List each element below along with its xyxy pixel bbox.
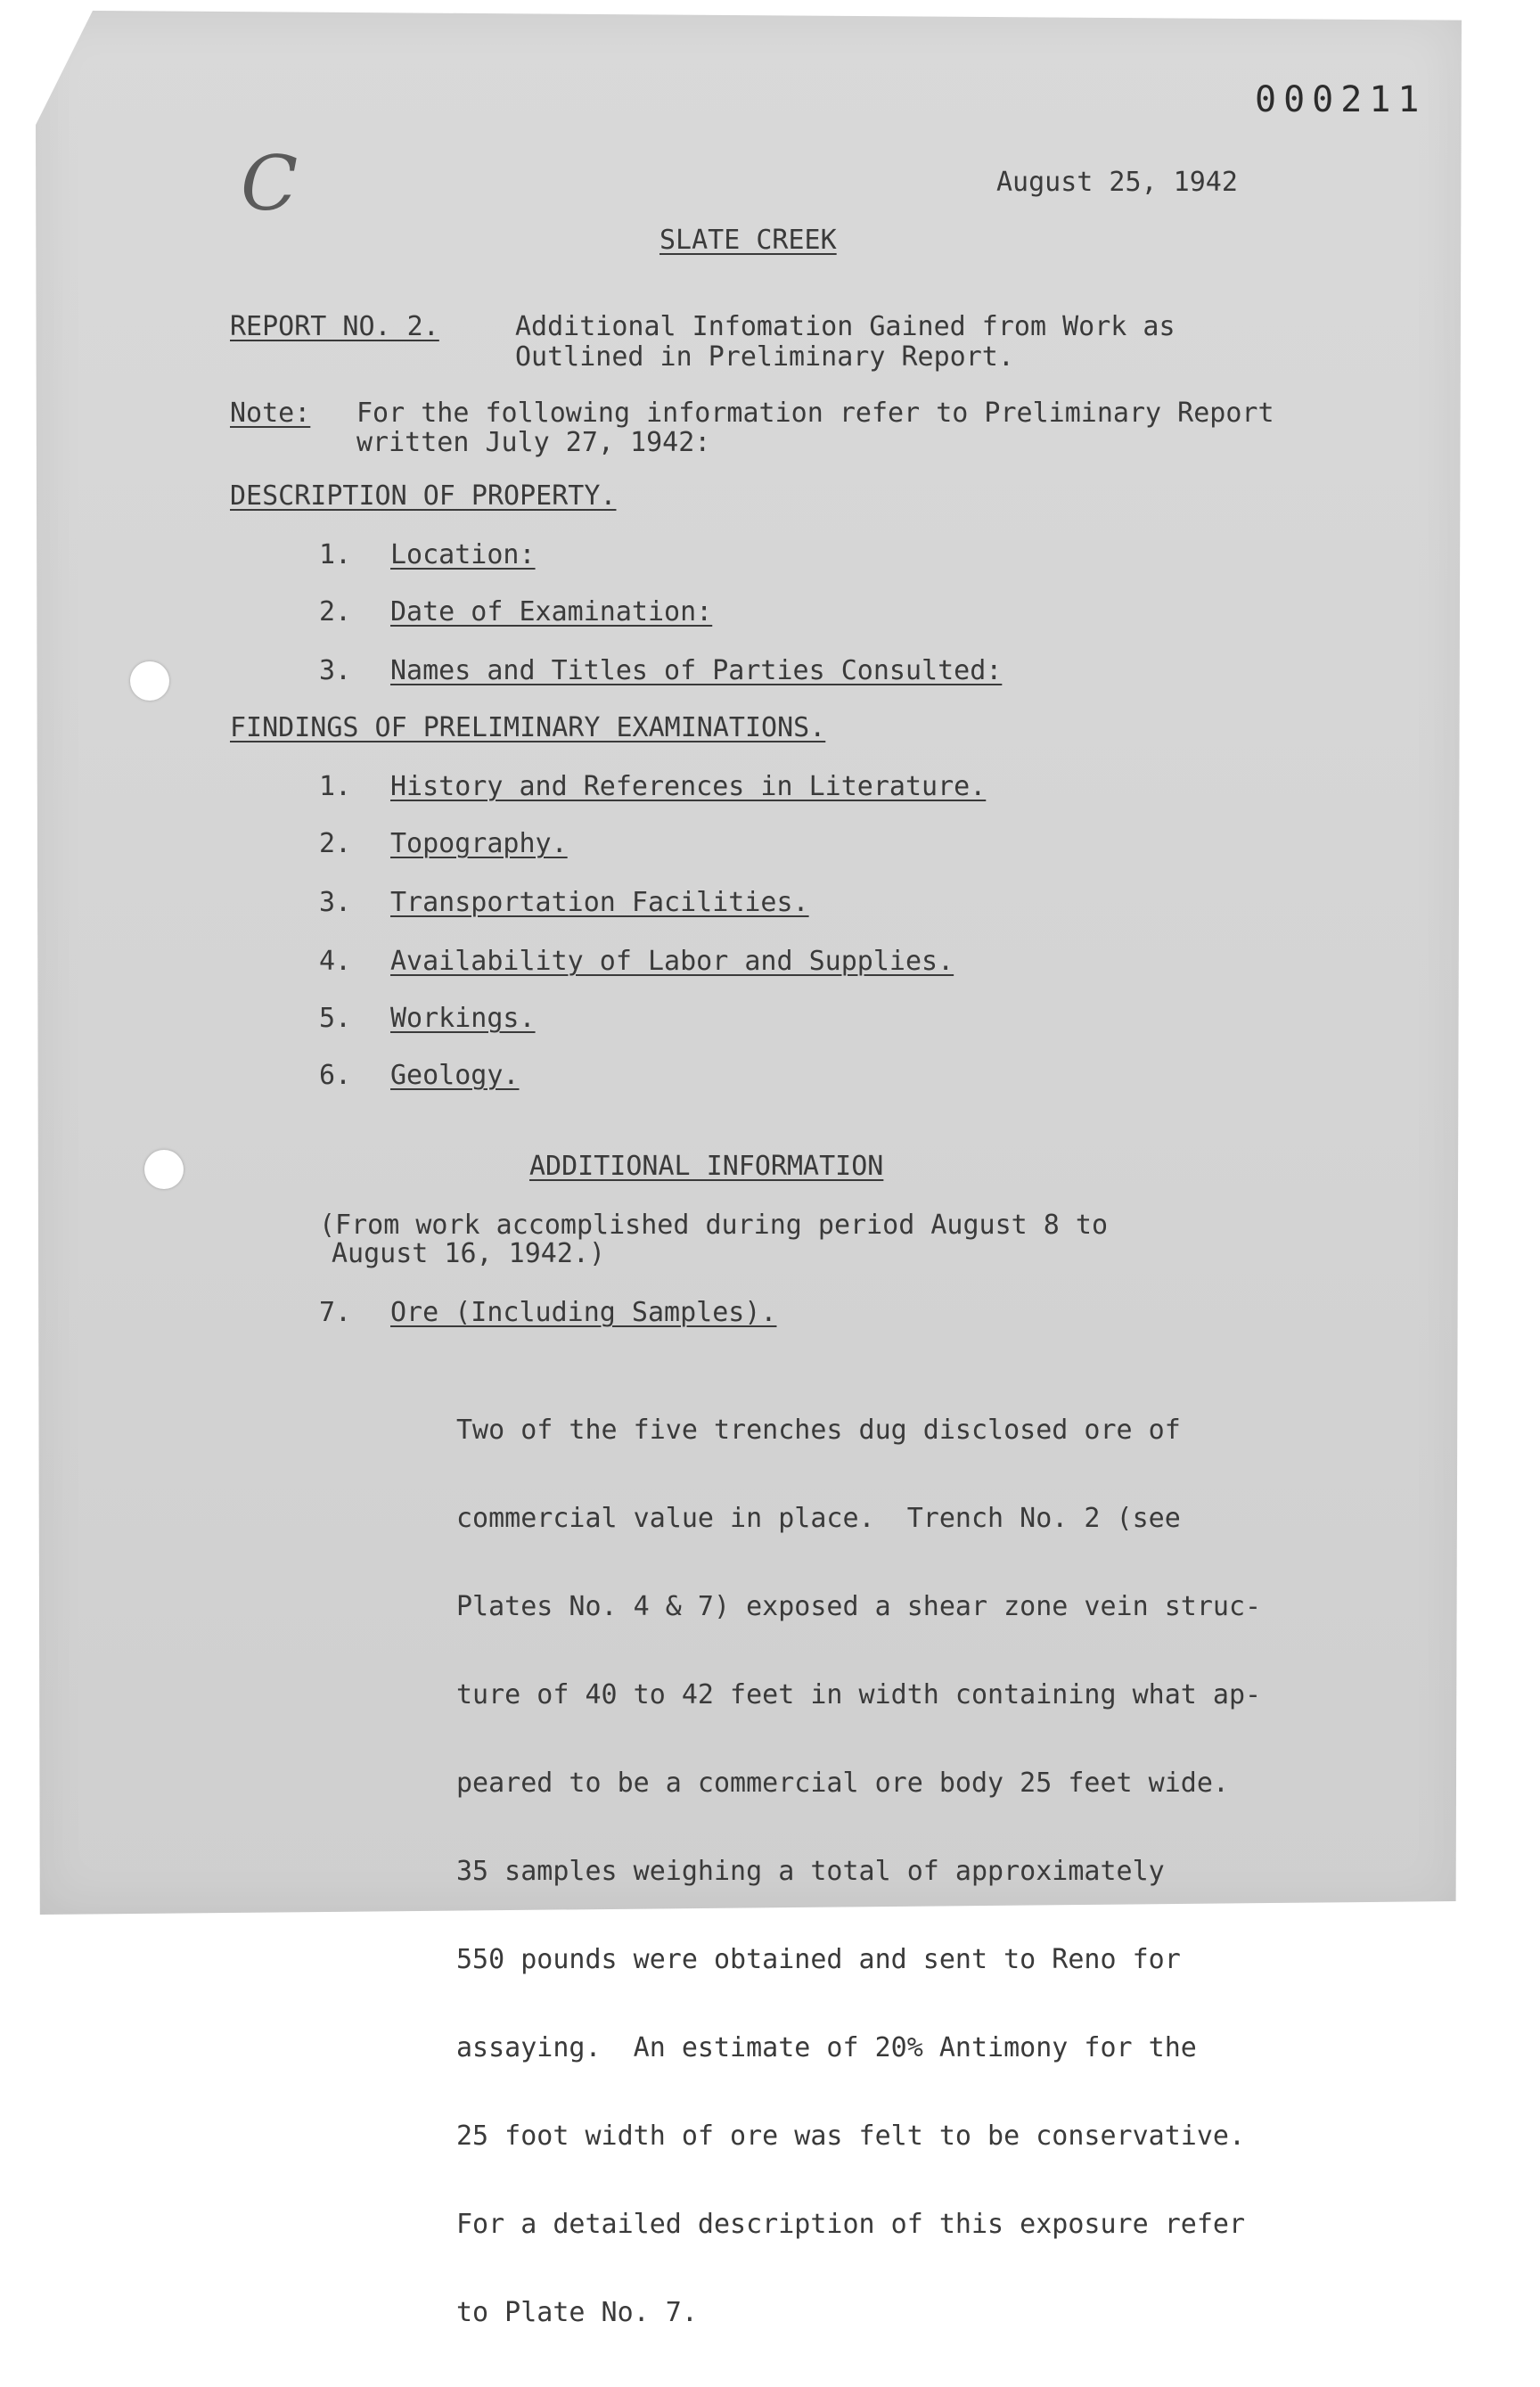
report-label: REPORT NO. 2.	[230, 311, 439, 342]
document-title: SLATE CREEK	[659, 225, 837, 256]
description-item-1-number: 1.	[319, 539, 352, 570]
handwritten-mark: C	[241, 140, 299, 227]
findings-item-5-number: 5.	[319, 1003, 352, 1034]
paragraph-line: 35 samples weighing a total of approximately	[456, 1856, 1165, 1887]
ore-paragraph	[456, 1357, 1348, 2386]
description-item-2: Date of Examination:	[390, 596, 713, 628]
findings-item-3-number: 3.	[319, 887, 352, 918]
ore-item-number: 7.	[319, 1297, 352, 1328]
paragraph-line: Plates No. 4 & 7) exposed a shear zone vein struc-	[456, 1591, 1262, 1622]
period-line-1: (From work accomplished during period August 8 to	[319, 1210, 1109, 1241]
findings-item-1-number: 1.	[319, 771, 352, 802]
paragraph-line: commercial value in place. Trench No. 2 (see	[456, 1503, 1181, 1534]
note-line-1: For the following information refer to Preliminary Report	[356, 398, 1274, 429]
paragraph-line: For a detailed description of this exposure refer	[456, 2209, 1246, 2240]
findings-item-3: Transportation Facilities.	[390, 887, 809, 918]
description-item-3-number: 3.	[319, 655, 352, 686]
note-line-2: written July 27, 1942:	[356, 427, 711, 458]
paragraph-line: assaying. An estimate of 20% Antimony for the	[456, 2032, 1197, 2063]
findings-heading: FINDINGS OF PRELIMINARY EXAMINATIONS.	[230, 712, 826, 743]
report-line-2: Outlined in Preliminary Report.	[515, 341, 1014, 373]
findings-item-2-number: 2.	[319, 828, 352, 859]
period-line-2: August 16, 1942.)	[332, 1238, 606, 1269]
report-line-1: Additional Infomation Gained from Work as	[515, 311, 1175, 342]
findings-item-1: History and References in Literature.	[390, 771, 987, 802]
description-heading: DESCRIPTION OF PROPERTY.	[230, 480, 617, 512]
findings-item-5: Workings.	[390, 1003, 536, 1034]
paragraph-line: 25 foot width of ore was felt to be conservative.	[456, 2120, 1246, 2152]
note-label: Note:	[230, 398, 311, 429]
ore-item: Ore (Including Samples).	[390, 1297, 777, 1328]
findings-item-2: Topography.	[390, 828, 568, 859]
findings-item-4-number: 4.	[319, 946, 352, 977]
paragraph-line: ture of 40 to 42 feet in width containing what ap-	[456, 1679, 1262, 1710]
paragraph-line: to Plate No. 7.	[456, 2297, 698, 2328]
findings-item-4: Availability of Labor and Supplies.	[390, 946, 954, 977]
paragraph-line: peared to be a commercial ore body 25 feet wide.	[456, 1768, 1229, 1799]
findings-item-6-number: 6.	[319, 1060, 352, 1091]
paragraph-line: 550 pounds were obtained and sent to Reno for	[456, 1944, 1181, 1975]
document-number: 000211	[1255, 79, 1427, 120]
findings-item-6: Geology.	[390, 1060, 520, 1091]
description-item-1: Location:	[390, 539, 536, 570]
paragraph-line: Two of the five trenches dug disclosed ore of	[456, 1415, 1181, 1446]
document-date: August 25, 1942	[996, 167, 1238, 198]
description-item-2-number: 2.	[319, 596, 352, 628]
description-item-3: Names and Titles of Parties Consulted:	[390, 655, 1003, 686]
additional-heading: ADDITIONAL INFORMATION	[529, 1151, 884, 1182]
